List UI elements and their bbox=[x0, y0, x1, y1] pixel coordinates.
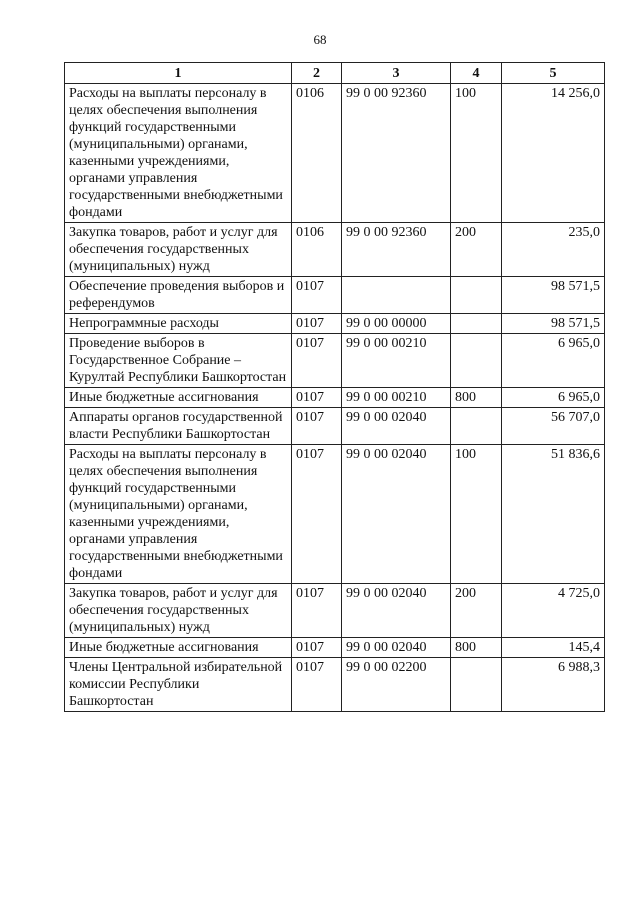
header-col-2: 2 bbox=[292, 63, 342, 84]
header-col-1: 1 bbox=[65, 63, 292, 84]
row-expense-type: 200 bbox=[451, 584, 502, 638]
row-expense-type bbox=[451, 658, 502, 712]
row-section: 0107 bbox=[292, 388, 342, 408]
table-row bbox=[65, 314, 605, 334]
table-row bbox=[65, 445, 605, 584]
row-target-item: 99 0 00 02040 bbox=[342, 445, 451, 584]
row-expense-type bbox=[451, 314, 502, 334]
row-section: 0107 bbox=[292, 445, 342, 584]
row-target-item: 99 0 00 02200 bbox=[342, 658, 451, 712]
row-amount: 51 836,6 bbox=[502, 445, 605, 584]
row-name: Расходы на выплаты персоналу в целях обеспечения выполнения функций государственными (муниципальными) органами, казенными учреждениями, органами управления государственными внебюджетными фондами bbox=[65, 84, 292, 223]
budget-table bbox=[64, 62, 605, 712]
row-target-item: 99 0 00 02040 bbox=[342, 638, 451, 658]
row-name: Аппараты органов государственной власти Республики Башкортостан bbox=[65, 408, 292, 445]
row-target-item: 99 0 00 92360 bbox=[342, 223, 451, 277]
row-name: Закупка товаров, работ и услуг для обеспечения государственных (муниципальных) нужд bbox=[65, 223, 292, 277]
table-row bbox=[65, 334, 605, 388]
row-expense-type: 100 bbox=[451, 445, 502, 584]
row-expense-type: 200 bbox=[451, 223, 502, 277]
row-target-item: 99 0 00 92360 bbox=[342, 84, 451, 223]
row-amount: 145,4 bbox=[502, 638, 605, 658]
row-target-item: 99 0 00 02040 bbox=[342, 584, 451, 638]
row-target-item: 99 0 00 00210 bbox=[342, 388, 451, 408]
row-amount: 14 256,0 bbox=[502, 84, 605, 223]
row-amount: 98 571,5 bbox=[502, 277, 605, 314]
row-amount: 98 571,5 bbox=[502, 314, 605, 334]
row-amount: 6 988,3 bbox=[502, 658, 605, 712]
table-row bbox=[65, 408, 605, 445]
row-amount: 6 965,0 bbox=[502, 388, 605, 408]
row-section: 0107 bbox=[292, 408, 342, 445]
row-target-item bbox=[342, 277, 451, 314]
row-name: Иные бюджетные ассигнования bbox=[65, 388, 292, 408]
table-row bbox=[65, 638, 605, 658]
table-header-row bbox=[65, 63, 605, 84]
header-col-5: 5 bbox=[502, 63, 605, 84]
row-expense-type bbox=[451, 334, 502, 388]
row-target-item: 99 0 00 00000 bbox=[342, 314, 451, 334]
row-expense-type bbox=[451, 408, 502, 445]
row-section: 0107 bbox=[292, 314, 342, 334]
row-name: Закупка товаров, работ и услуг для обеспечения государственных (муниципальных) нужд bbox=[65, 584, 292, 638]
row-amount: 6 965,0 bbox=[502, 334, 605, 388]
row-expense-type: 800 bbox=[451, 388, 502, 408]
table-row bbox=[65, 277, 605, 314]
row-name: Обеспечение проведения выборов и референдумов bbox=[65, 277, 292, 314]
row-section: 0107 bbox=[292, 334, 342, 388]
row-amount: 4 725,0 bbox=[502, 584, 605, 638]
row-section: 0107 bbox=[292, 658, 342, 712]
row-name: Члены Центральной избирательной комиссии Республики Башкортостан bbox=[65, 658, 292, 712]
row-expense-type: 800 bbox=[451, 638, 502, 658]
row-target-item: 99 0 00 02040 bbox=[342, 408, 451, 445]
row-section: 0107 bbox=[292, 277, 342, 314]
row-name: Расходы на выплаты персоналу в целях обеспечения выполнения функций государственными (муниципальными) органами, казенными учреждениями, органами управления государственными внебюджетными фондами bbox=[65, 445, 292, 584]
table-row bbox=[65, 388, 605, 408]
row-section: 0107 bbox=[292, 638, 342, 658]
row-name: Проведение выборов в Государственное Собрание – Курултай Республики Башкортостан bbox=[65, 334, 292, 388]
header-col-3: 3 bbox=[342, 63, 451, 84]
page-number: 68 bbox=[313, 32, 327, 47]
row-target-item: 99 0 00 00210 bbox=[342, 334, 451, 388]
row-expense-type: 100 bbox=[451, 84, 502, 223]
row-section: 0107 bbox=[292, 584, 342, 638]
table-row bbox=[65, 223, 605, 277]
row-amount: 235,0 bbox=[502, 223, 605, 277]
table-row bbox=[65, 658, 605, 712]
table-row bbox=[65, 584, 605, 638]
header-col-4: 4 bbox=[451, 63, 502, 84]
row-section: 0106 bbox=[292, 84, 342, 223]
row-expense-type bbox=[451, 277, 502, 314]
row-amount: 56 707,0 bbox=[502, 408, 605, 445]
row-name: Иные бюджетные ассигнования bbox=[65, 638, 292, 658]
row-name: Непрограммные расходы bbox=[65, 314, 292, 334]
table-row bbox=[65, 84, 605, 223]
row-section: 0106 bbox=[292, 223, 342, 277]
